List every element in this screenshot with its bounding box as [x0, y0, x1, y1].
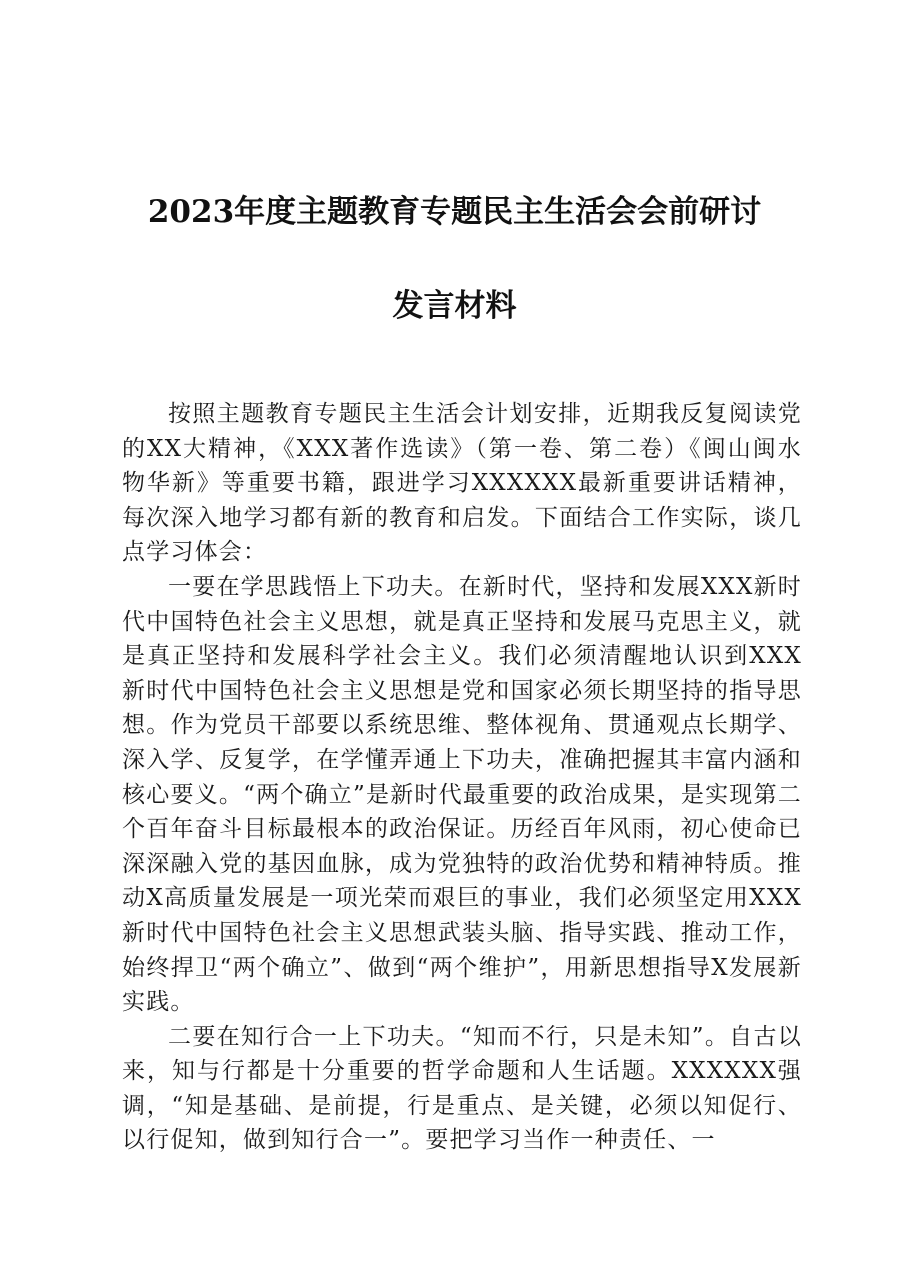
paragraph-point-2: 二要在知行合一上下功夫。“知而不行，只是未知”。自古以来，知与行都是十分重要的哲学命题和人生话题。XXXXXX强调，“知是基础、是前提，行是重点、是关键，必须以知促行、以行促知，做到知行合一”。要把学习当作一种责任、一	[122, 1023, 802, 1154]
paragraph-intro: 按照主题教育专题民主生活会计划安排，近期我反复阅读党的XX大精神，《XXX著作选读》（第一卷、第二卷）《闽山闽水物华新》等重要书籍，跟进学习XXXXXX最新重要讲话精神，每次深入地学习都有新的教育和启发。下面结合工作实际，谈几点学习体会：	[122, 401, 802, 566]
document-title-line-1: 2023年度主题教育专题民主生活会会前研讨	[147, 194, 762, 230]
paragraph-point-1: 一要在学思践悟上下功夫。在新时代，坚持和发展XXX新时代中国特色社会主义思想，就是真正坚持和发展马克思主义，就是真正坚持和发展科学社会主义。我们必须清醒地认识到XXX新时代中国特色社会主义思想是党和国家必须长期坚持的指导思想。作为党员干部要以系统思维、整体视角、贯通观点长期学、深入学、反复学，在学懂弄通上下功夫，准确把握其丰富内涵和核心要义。“两个确立”是新时代最重要的政治成果，是实现第二个百年奋斗目标最根本的政治保证。历经百年风雨，初心使命已深深融入党的基因血脉，成为党独特的政治优势和精神特质。推动X高质量发展是一项光荣而艰巨的事业，我们必须坚定用XXX新时代中国特色社会主义思想武装头脑、指导实践、推动工作，始终捍卫“两个确立”、做到“两个维护”，用新思想指导X发展新实践。	[122, 573, 802, 1016]
document-body	[122, 397, 802, 1158]
document-title-line-2: 发言材料	[392, 288, 517, 324]
